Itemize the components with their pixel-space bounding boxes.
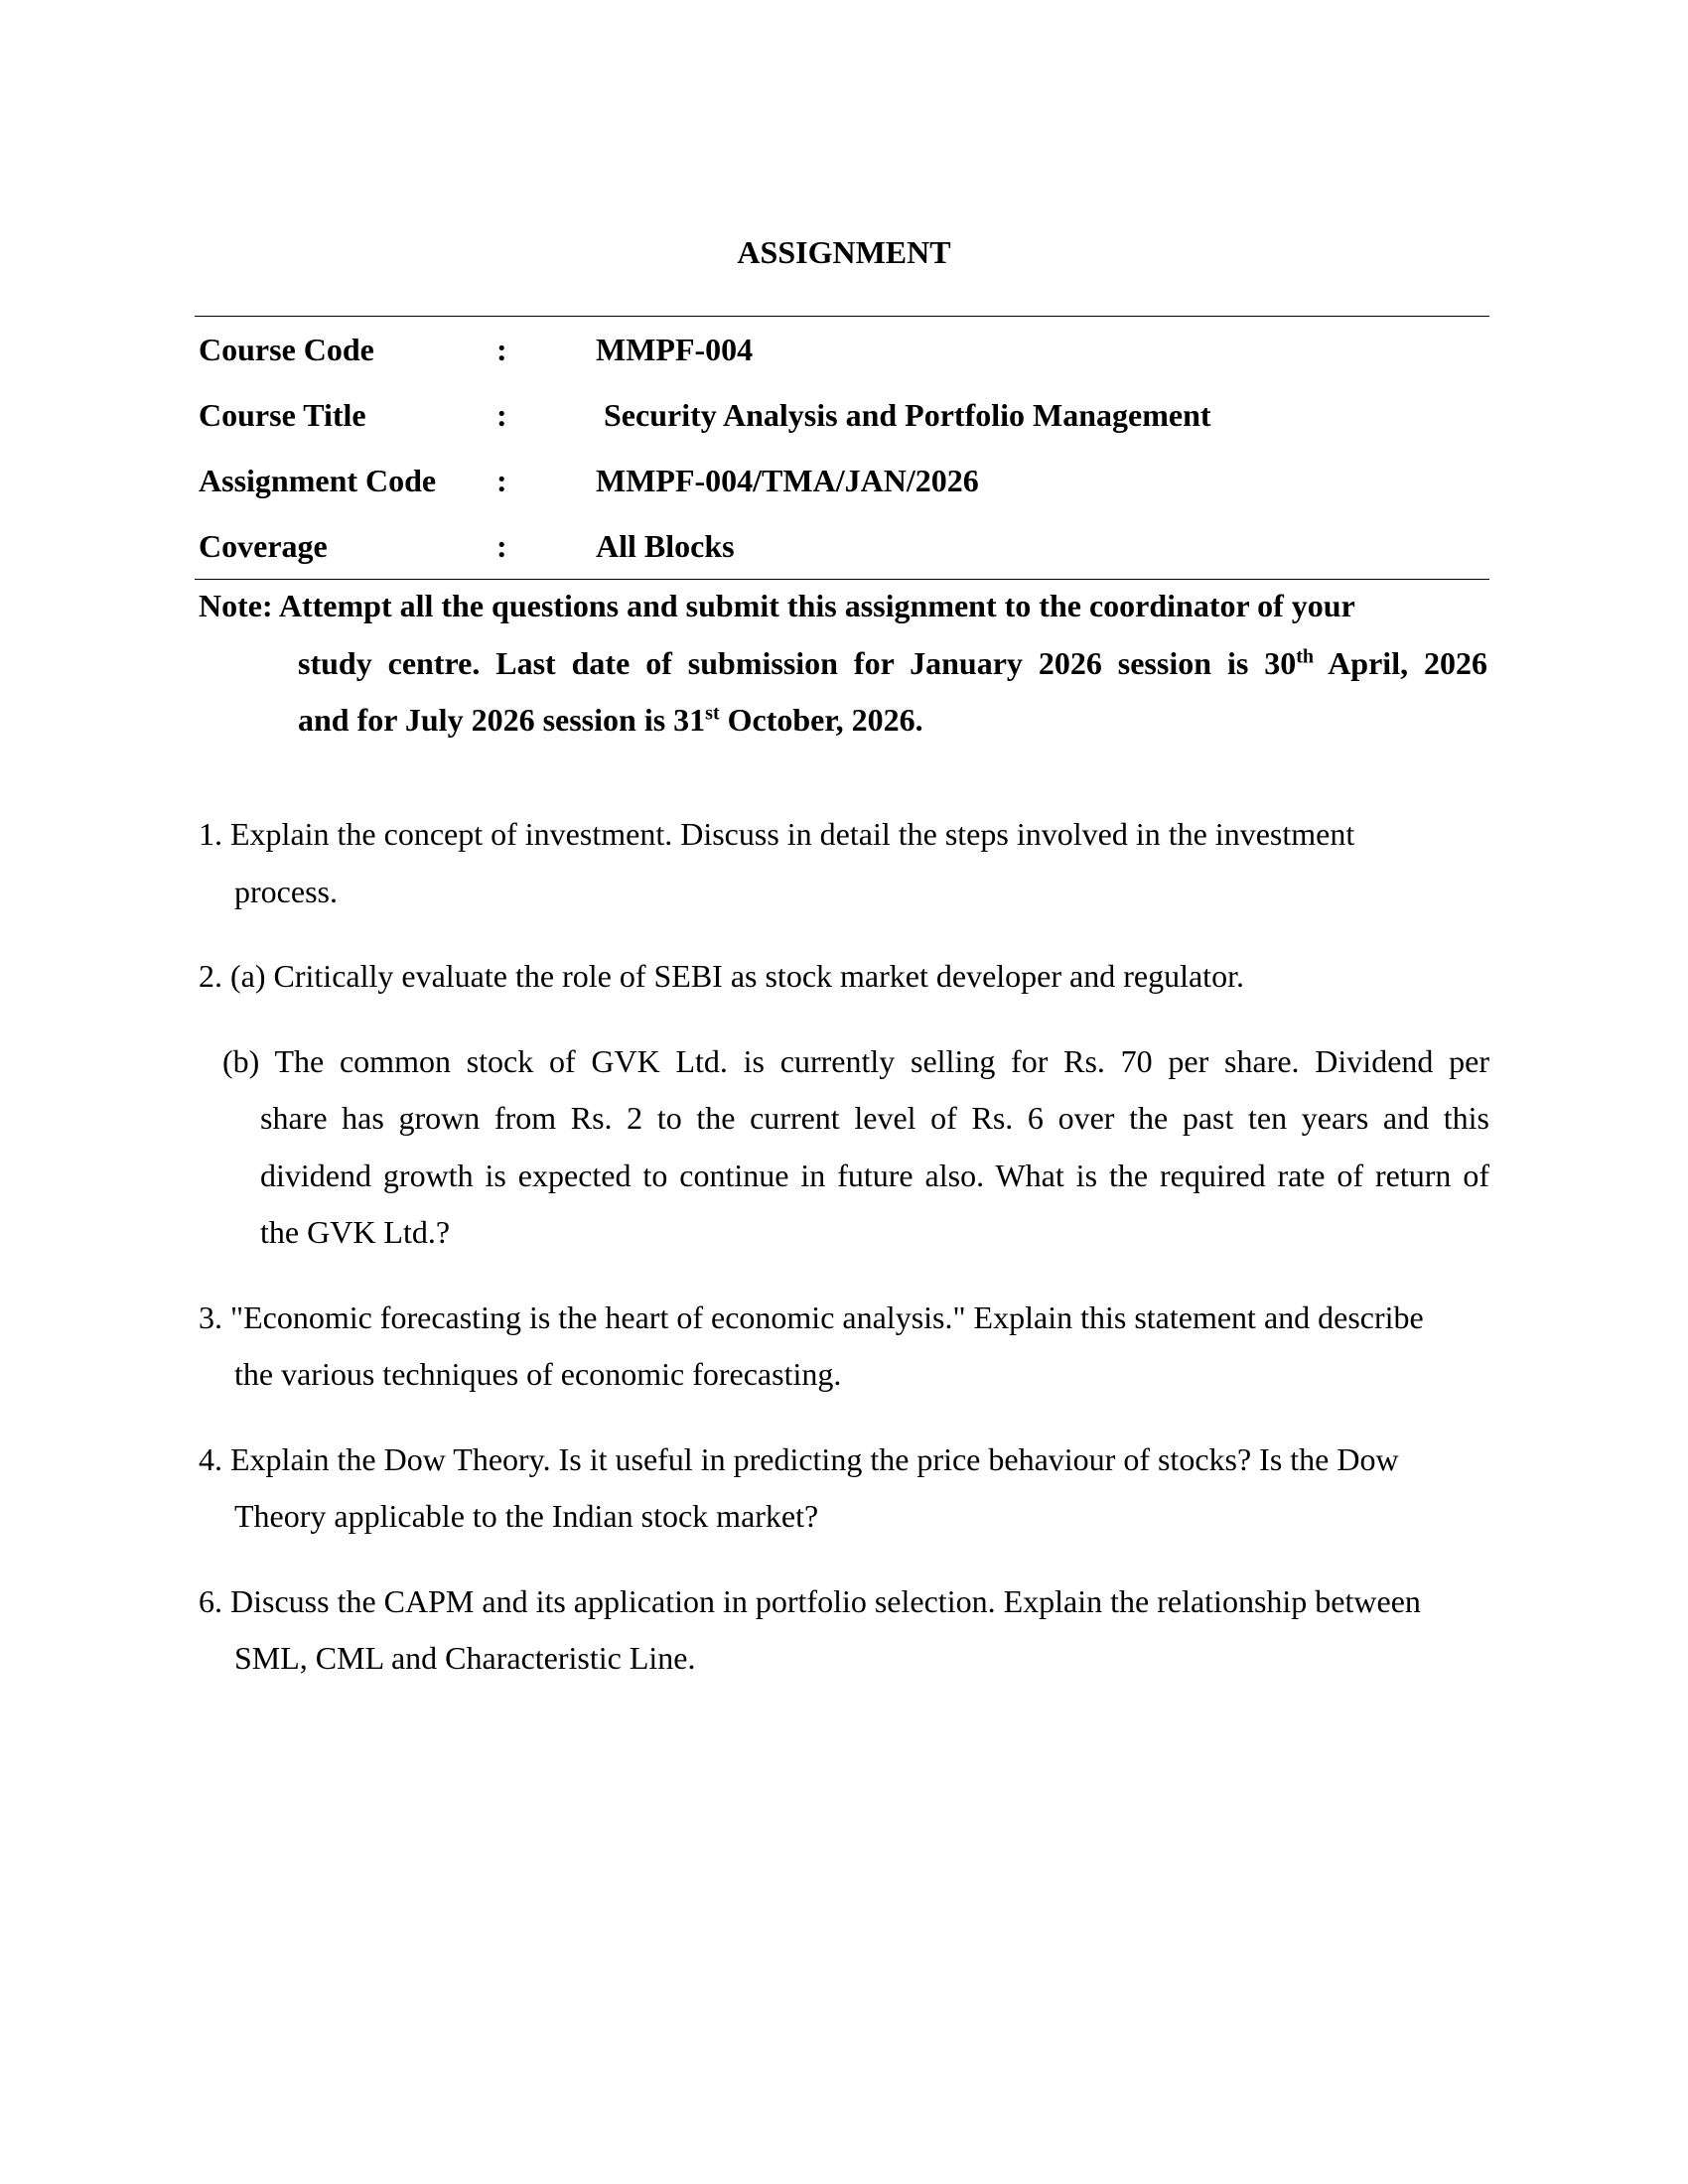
question-4 (199, 1432, 1489, 1546)
question-6-line-1: 6. Discuss the CAPM and its application in portfolio selection. Explain the relationship between (199, 1582, 1421, 1619)
question-2a (199, 948, 1489, 1006)
course-code-value: MMPF-004 (596, 331, 754, 367)
question-1-line-2: process. (234, 873, 338, 909)
note-line-3 (199, 692, 1487, 750)
course-title-value: Security Analysis and Portfolio Management (604, 396, 1211, 433)
course-title-label: Course Title (199, 396, 366, 433)
note-line-2-date: April, 2026 (1314, 644, 1488, 681)
question-3-line-2: the various techniques of economic forecasting. (234, 1356, 842, 1392)
coverage-row (195, 513, 1489, 579)
question-6 (199, 1573, 1489, 1688)
note-line-2 (199, 635, 1487, 693)
question-2b-line-3: dividend growth is expected to continue in future also. What is the required rate of return of (260, 1157, 1489, 1193)
question-2b-line-4: the GVK Ltd.? (260, 1214, 451, 1250)
question-3 (199, 1290, 1489, 1404)
question-4-line-1: 4. Explain the Dow Theory. Is it useful in predicting the price behaviour of stocks? Is the Dow (199, 1440, 1399, 1477)
course-code-label: Course Code (199, 331, 374, 367)
question-list (199, 806, 1489, 1715)
question-3-line-1: 3. "Economic forecasting is the heart of economic analysis." Explain this statement and describe (199, 1298, 1424, 1335)
question-6-line-2: SML, CML and Characteristic Line. (234, 1640, 696, 1676)
assignment-code-value: MMPF-004/TMA/JAN/2026 (596, 462, 979, 498)
note-superscript-st: st (705, 702, 720, 725)
separator-colon: : (496, 527, 507, 564)
question-1 (199, 806, 1489, 920)
separator-colon: : (496, 462, 507, 498)
separator-colon: : (496, 396, 507, 433)
coverage-label: Coverage (199, 527, 328, 564)
separator-colon: : (496, 331, 507, 367)
note-line-3-date: October, 2026. (719, 702, 923, 738)
question-2b (199, 1033, 1489, 1262)
assignment-code-label: Assignment Code (199, 462, 437, 498)
question-2b-line-2: share has grown from Rs. 2 to the current level of Rs. 6 over the past ten years and this (260, 1100, 1489, 1136)
question-2b-line-1: (b) The common stock of GVK Ltd. is currently selling for Rs. 70 per share. Dividend per (222, 1042, 1489, 1079)
note-line-1: Note: Attempt all the questions and submit this assignment to the coordinator of your (199, 588, 1355, 623)
note-line-3-text: and for July 2026 session is 31 (298, 702, 706, 738)
page-title: ASSIGNMENT (737, 234, 951, 270)
assignment-code-row (195, 448, 1489, 513)
note-line-2-text: study centre. Last date of submission for January 2026 session is 30 (298, 644, 1297, 681)
submission-note (199, 578, 1487, 750)
course-code-row (195, 317, 1489, 382)
question-1-line-1: 1. Explain the concept of investment. Discuss in detail the steps involved in the investment (199, 816, 1355, 852)
question-4-line-2: Theory applicable to the Indian stock market? (234, 1498, 819, 1534)
question-2a-line-1: 2. (a) Critically evaluate the role of SEBI as stock market developer and regulator. (199, 958, 1244, 994)
note-superscript-th: th (1296, 644, 1315, 667)
course-title-row (195, 382, 1489, 448)
assignment-info-table (195, 316, 1489, 580)
coverage-value: All Blocks (596, 527, 735, 564)
